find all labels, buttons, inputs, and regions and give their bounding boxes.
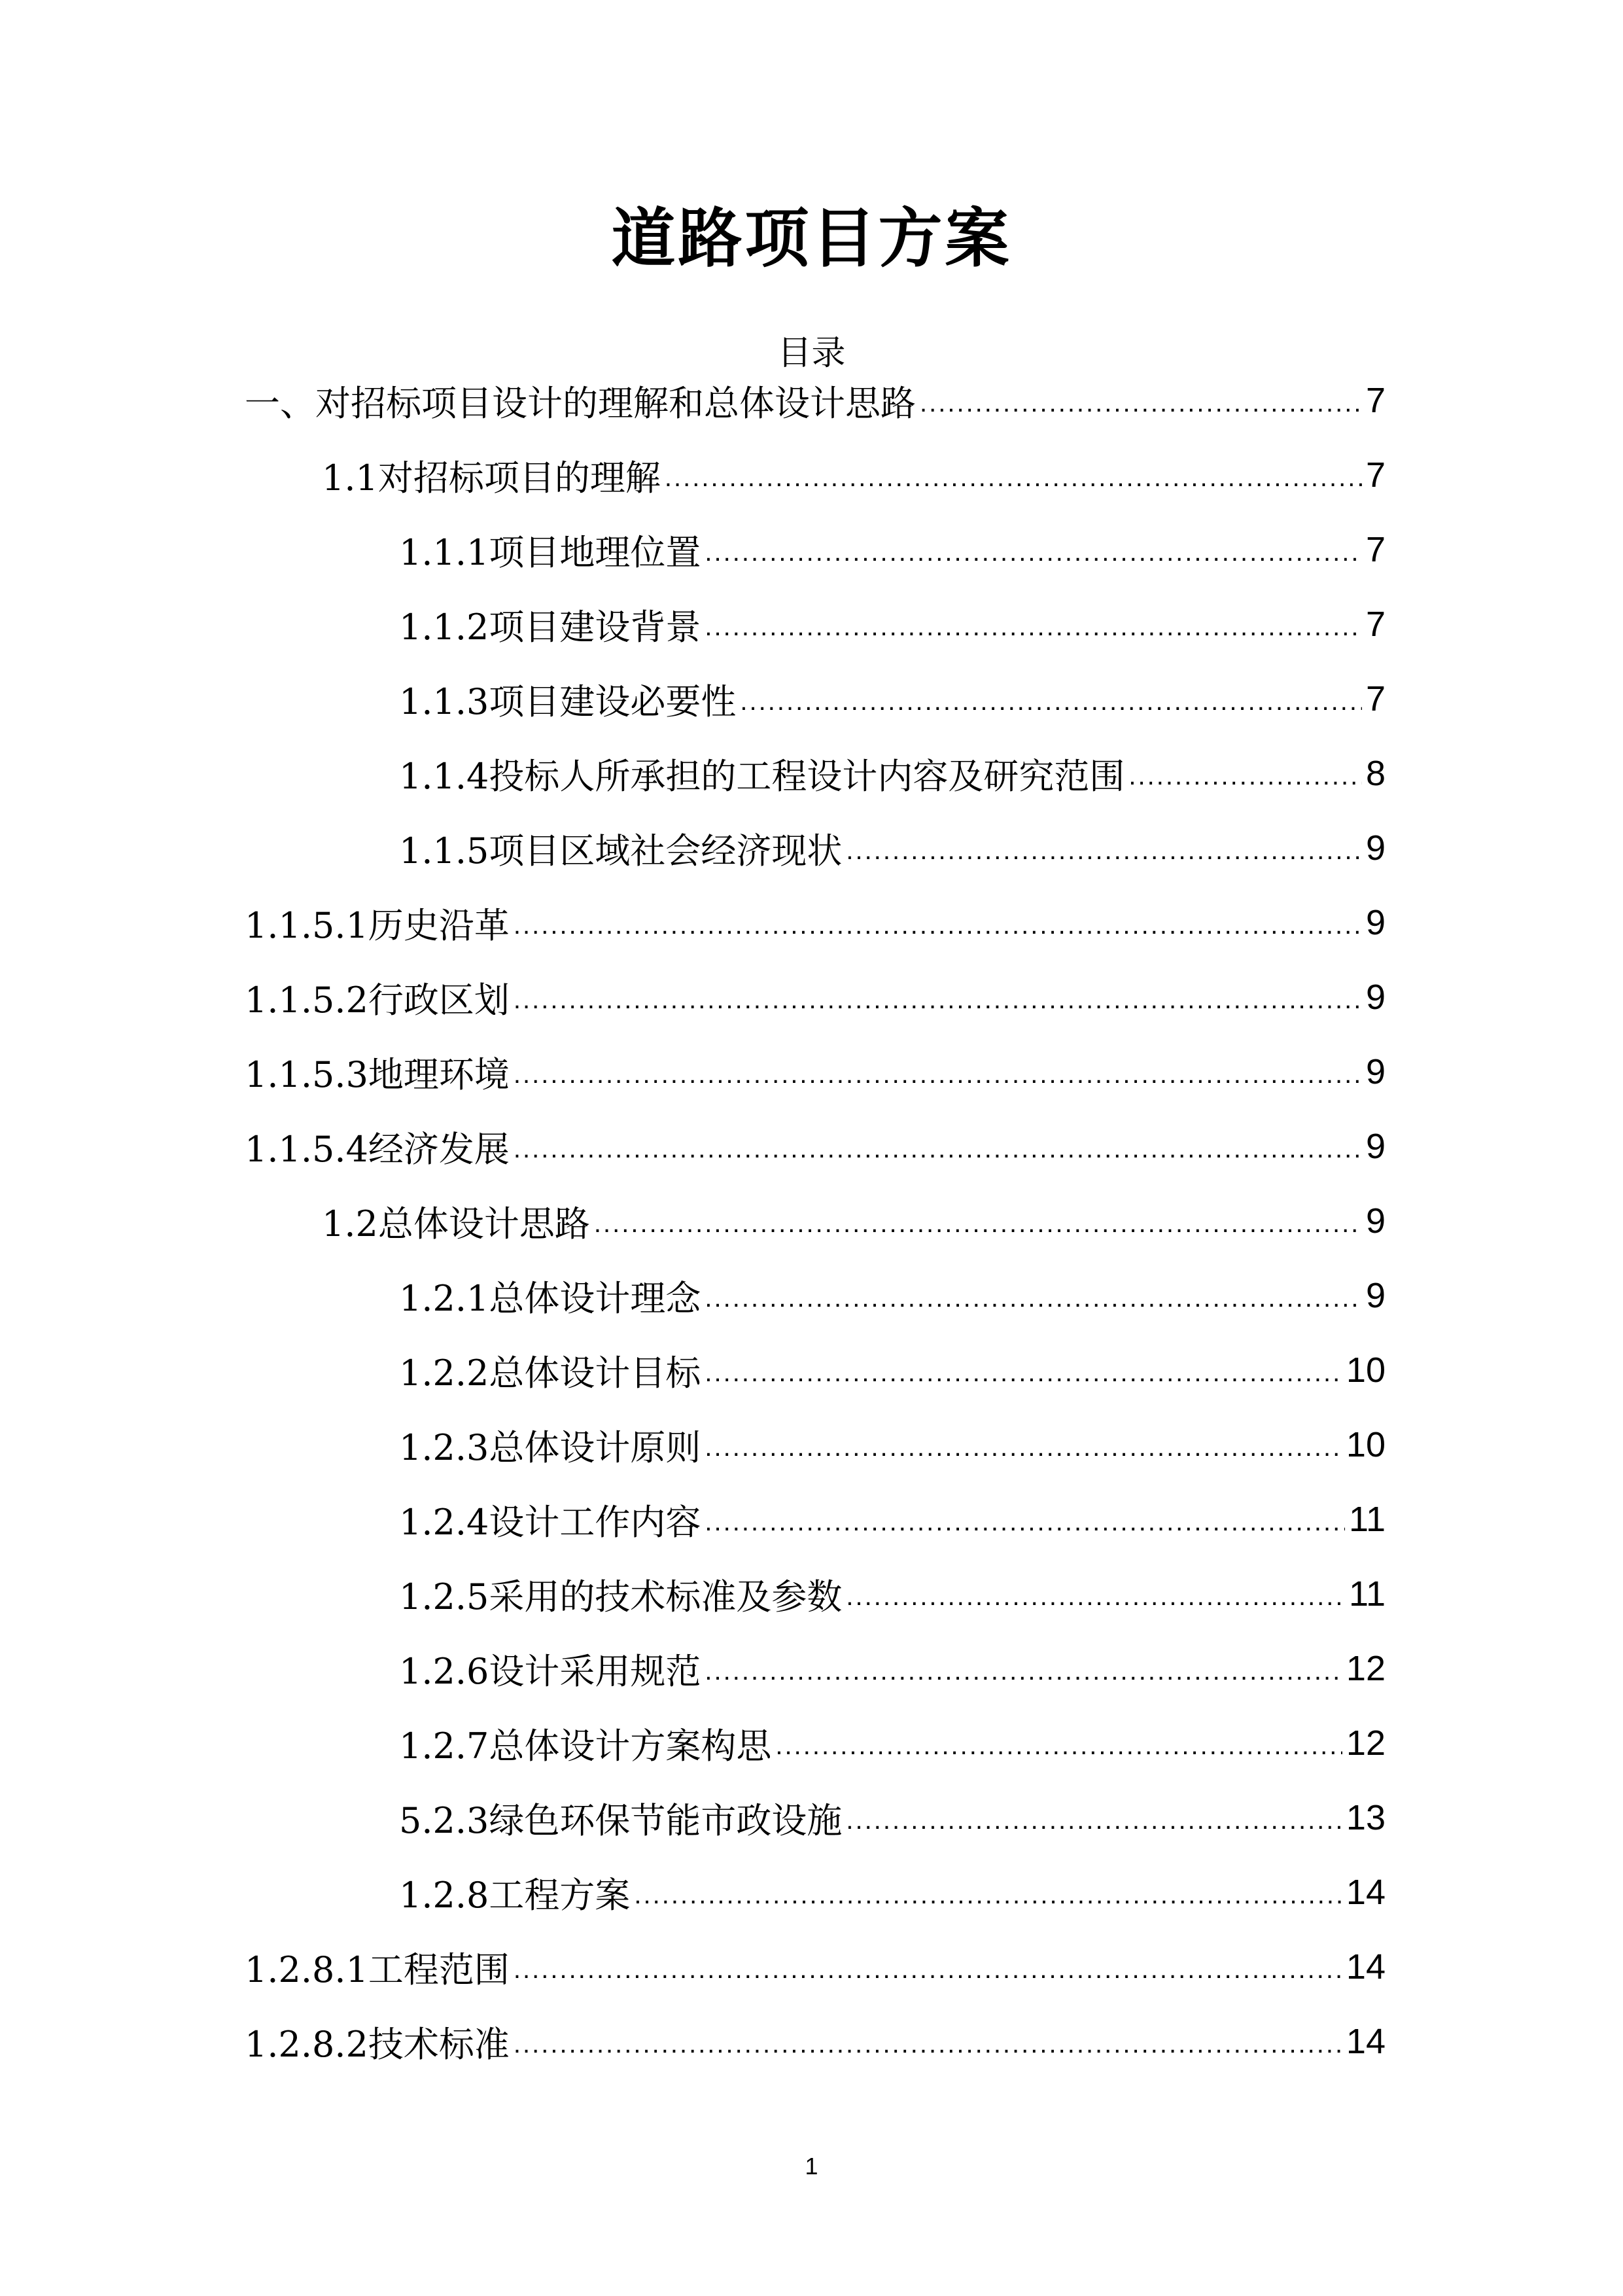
toc-entry-page: 9 [1365,1276,1386,1315]
toc-entry[interactable] [0,1258,1623,1333]
toc-entry-label: 一、对招标项目设计的理解和总体设计思路 [245,382,916,424]
toc-entry[interactable] [0,1631,1623,1706]
toc-entry-label: 5.2.3绿色环保节能市政设施 [399,1799,843,1841]
toc-entry[interactable] [0,736,1623,811]
toc-leader-dots [740,687,1362,736]
page-number: 1 [805,2153,818,2180]
toc-entry-page: 7 [1365,455,1386,495]
toc-leader-dots [705,538,1362,587]
toc-entry-label: 1.2.4设计工作内容 [399,1501,701,1543]
toc-entry[interactable] [0,960,1623,1034]
toc-entry-label: 1.1.5项目区域社会经济现状 [399,830,843,872]
toc-leader-dots [846,1806,1342,1855]
toc-leader-dots [705,1284,1362,1333]
toc-entry-label: 1.1.2项目建设背景 [399,606,701,648]
toc-entry[interactable] [0,885,1623,960]
toc-entry-page: 9 [1365,903,1386,942]
toc-entry-page: 12 [1346,1723,1386,1763]
table-of-contents [0,363,1623,2079]
toc-leader-dots [514,1135,1362,1184]
toc-entry-page: 10 [1346,1351,1386,1390]
toc-entry-page: 14 [1346,1873,1386,1912]
toc-entry[interactable] [0,1780,1623,1855]
toc-entry-label: 1.2.1总体设计理念 [399,1277,701,1319]
toc-entry-page: 8 [1365,754,1386,793]
toc-leader-dots [514,911,1362,960]
toc-entry-page: 7 [1365,605,1386,644]
toc-leader-dots [846,1582,1345,1631]
toc-entry-page: 11 [1348,1574,1386,1614]
toc-entry-label: 1.1.3项目建设必要性 [399,680,737,722]
document-title: 道路项目方案 [611,201,1012,276]
toc-entry-label: 1.1.5.1历史沿革 [245,904,510,946]
toc-entry-label: 1.1对招标项目的理解 [322,457,661,499]
toc-entry-page: 7 [1365,679,1386,718]
toc-leader-dots [705,1657,1342,1706]
toc-entry-page: 13 [1346,1798,1386,1837]
toc-heading: 目录 [777,334,846,373]
toc-entry[interactable] [0,662,1623,736]
toc-entry-page: 9 [1365,1052,1386,1091]
toc-entry[interactable] [0,1333,1623,1407]
toc-entry[interactable] [0,2004,1623,2079]
toc-entry[interactable] [0,1109,1623,1184]
toc-entry[interactable] [0,363,1623,438]
toc-entry-page: 12 [1346,1649,1386,1688]
toc-entry[interactable] [0,512,1623,587]
toc-entry-label: 1.2.6设计采用规范 [399,1650,701,1692]
toc-entry[interactable] [0,1855,1623,1930]
toc-entry-label: 1.2.8工程方案 [399,1874,631,1916]
toc-entry-label: 1.2总体设计思路 [322,1203,590,1245]
toc-entry-label: 1.2.8.1工程范围 [245,1949,510,1990]
toc-entry-label: 1.2.5采用的技术标准及参数 [399,1576,843,1617]
toc-leader-dots [594,1209,1362,1258]
toc-entry-page: 14 [1346,2022,1386,2061]
toc-entry-label: 1.1.5.4经济发展 [245,1128,510,1170]
toc-entry-label: 1.1.1项目地理位置 [399,531,701,573]
toc-leader-dots [514,1060,1362,1109]
toc-leader-dots [705,1433,1342,1482]
toc-entry-label: 1.2.8.2技术标准 [245,2023,510,2065]
toc-entry-page: 7 [1365,530,1386,569]
toc-entry[interactable] [0,1557,1623,1631]
toc-leader-dots [514,1955,1342,2004]
toc-leader-dots [920,389,1362,438]
toc-entry-page: 7 [1365,381,1386,420]
toc-entry-page: 9 [1365,1127,1386,1166]
toc-leader-dots [705,1358,1342,1407]
toc-entry-page: 14 [1346,1947,1386,1987]
toc-entry-label: 1.2.2总体设计目标 [399,1352,701,1394]
toc-entry-page: 9 [1365,828,1386,868]
toc-leader-dots [1128,762,1362,811]
toc-leader-dots [514,2030,1342,2079]
toc-entry-page: 11 [1348,1500,1386,1539]
toc-entry[interactable] [0,438,1623,512]
toc-entry[interactable] [0,811,1623,885]
toc-entry[interactable] [0,1407,1623,1482]
toc-leader-dots [846,836,1362,885]
toc-entry-label: 1.1.5.2行政区划 [245,979,510,1021]
toc-leader-dots [634,1881,1342,1930]
toc-entry-page: 9 [1365,978,1386,1017]
toc-entry-label: 1.2.7总体设计方案构思 [399,1725,772,1767]
toc-entry[interactable] [0,1482,1623,1557]
toc-entry-page: 9 [1365,1201,1386,1241]
toc-leader-dots [665,463,1362,512]
toc-entry[interactable] [0,1930,1623,2004]
toc-entry-label: 1.1.5.3地理环境 [245,1053,510,1095]
toc-leader-dots [514,985,1362,1034]
toc-entry[interactable] [0,1034,1623,1109]
toc-entry-label: 1.1.4投标人所承担的工程设计内容及研究范围 [399,755,1125,797]
toc-entry[interactable] [0,1184,1623,1258]
toc-entry-label: 1.2.3总体设计原则 [399,1426,701,1468]
toc-leader-dots [705,1508,1345,1557]
toc-entry[interactable] [0,1706,1623,1780]
toc-entry[interactable] [0,587,1623,662]
toc-leader-dots [705,612,1362,662]
toc-leader-dots [775,1731,1342,1780]
toc-entry-page: 10 [1346,1425,1386,1464]
